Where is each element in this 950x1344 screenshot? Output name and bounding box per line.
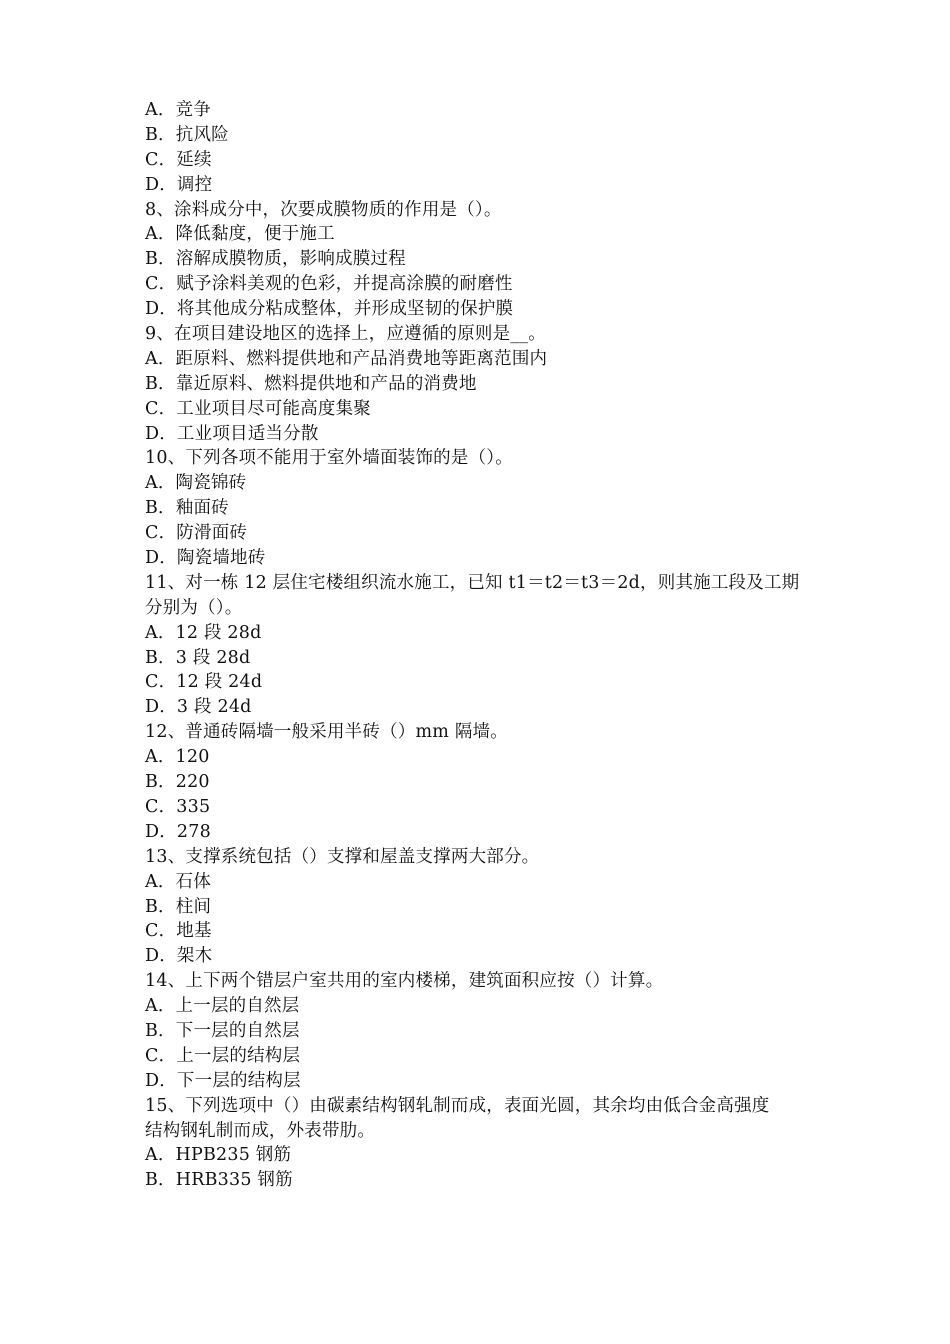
- text-line: 结构钢轧制而成，外表带肋。: [145, 1120, 376, 1141]
- text-line: 分别为（）。: [145, 597, 243, 618]
- text-line: C．12 段 24d: [145, 672, 263, 693]
- text-line: D．3 段 24d: [145, 697, 252, 718]
- text-line: B．抗风险: [145, 124, 229, 145]
- text-line: C．上一层的结构层: [145, 1045, 301, 1066]
- text-line: B．3 段 28d: [145, 647, 251, 668]
- text-line: D．将其他成分粘成整体，并形成坚韧的保护膜: [145, 299, 514, 320]
- document-body: [145, 98, 835, 1193]
- text-line: A．12 段 28d: [145, 622, 262, 643]
- text-line: B．釉面砖: [145, 498, 229, 519]
- text-line: A．距原料、燃料提供地和产品消费地等距离范围内: [145, 348, 548, 369]
- text-line: C．延续: [145, 149, 212, 170]
- text-line: B．柱间: [145, 896, 212, 917]
- text-line: C．335: [145, 796, 211, 817]
- text-line: 10、下列各项不能用于室外墙面装饰的是（）。: [145, 448, 513, 469]
- text-line: B．220: [145, 772, 210, 793]
- text-line: 15、下列选项中（）由碳素结构钢轧制而成，表面光圆，其余均由低合金高强度: [145, 1095, 770, 1116]
- text-line: C．赋予涂料美观的色彩，并提高涂膜的耐磨性: [145, 274, 513, 295]
- text-line: D．278: [145, 821, 211, 842]
- text-line: A．上一层的自然层: [145, 996, 300, 1017]
- text-line: 13、支撑系统包括（）支撑和屋盖支撑两大部分。: [145, 846, 540, 867]
- text-line: B．靠近原料、燃料提供地和产品的消费地: [145, 373, 477, 394]
- text-line: 9、在项目建设地区的选择上，应遵循的原则是__。: [145, 324, 546, 345]
- text-line: 12、普通砖隔墙一般采用半砖（）mm 隔墙。: [145, 722, 508, 743]
- text-line: B．HRB335 钢筋: [145, 1170, 293, 1191]
- text-line: C．地基: [145, 921, 212, 942]
- text-line: A．石体: [145, 871, 211, 892]
- text-line: A．120: [145, 747, 210, 768]
- text-line: C．防滑面砖: [145, 523, 248, 544]
- text-line: D．下一层的结构层: [145, 1070, 301, 1091]
- text-line: 11、对一栋 12 层住宅楼组织流水施工，已知 t1＝t2＝t3＝2d，则其施工段及工期: [145, 572, 800, 593]
- text-line: 8、涂料成分中，次要成膜物质的作用是（）。: [145, 199, 502, 220]
- text-line: B．下一层的自然层: [145, 1020, 300, 1041]
- text-line: D．架木: [145, 946, 213, 967]
- text-line: D．工业项目适当分散: [145, 423, 319, 444]
- text-line: C．工业项目尽可能高度集聚: [145, 398, 371, 419]
- text-line: B．溶解成膜物质，影响成膜过程: [145, 249, 406, 270]
- text-line: A．陶瓷锦砖: [145, 473, 247, 494]
- text-line: A．竞争: [145, 100, 211, 120]
- text-line: D．陶瓷墙地砖: [145, 548, 266, 569]
- text-line: D．调控: [145, 174, 213, 195]
- text-line: A．HPB235 钢筋: [145, 1145, 292, 1166]
- text-line: 14、上下两个错层户室共用的室内楼梯，建筑面积应按（）计算。: [145, 971, 664, 992]
- text-line: A．降低黏度，便于施工: [145, 224, 335, 245]
